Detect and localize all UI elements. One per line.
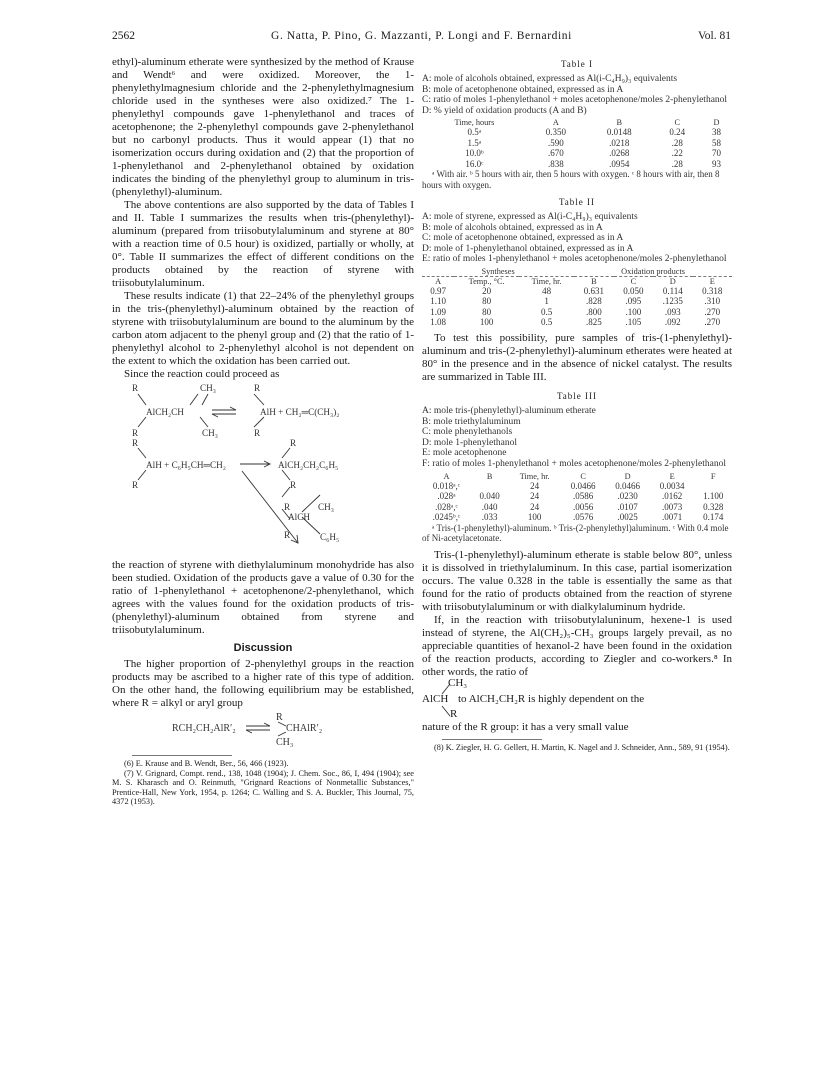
table-row: 10.0ᵇ .670 .0268 .22 70 [465,148,721,159]
scheme-product-2: AlCH₂CH₂C₆H₅ [278,460,339,470]
footnote-rule [132,755,232,756]
scheme-r: R [254,383,261,393]
paragraph: the reaction of styrene with diethylaluminum monohydride has also been studied. Oxidation of the products gave a value of 0.30 for the ratio of 1-phenylethanol + acetophenone/2-phenylethanol, which agrees with the values found for the oxidation products of tris-(phenylethyl)-aluminum obtained from styrene and triisobutylaluminum. [112,559,414,636]
table-title: Table III [556,390,598,401]
paragraph: ethyl)-aluminum etherate were synthesized by the method of Krause and Wendt⁶ and were oxidized. Moreover, the 1-phenylethylmagnesium chloride and the 2-phenylethylmagnesium chloride used in the syntheses were also oxidized.⁷ The 1-phenylethyl compounds gave 1-phenylethanol and traces of acetophenone; the 2-phenylethyl compounds gave 2-phenylethanol but no carbonyl products. Thus it would appear (1) that no isomerization occurs during oxidation and (2) that the proportion of 1-phenylethanol and 2-phenylethanol obtained by oxidation indicates the binding of the phenylethyl group to aluminum in tris-(phenylethyl)-aluminum. [112,56,414,198]
scheme-ch3: CH₃ [200,383,216,393]
table-header-row: A B Time, hr. C D E F [443,471,716,481]
running-header [112,30,731,46]
paragraph: These results indicate (1) that 22–24% of the phenylethyl groups in the tris-(phenylethyl)-aluminum obtained by the reaction of styrene with triisobutylaluminum are bound to the aluminum by the carbon atom adjacent to the phenyl group and (2) that the ratio of 1-phenylethyl alcohol to 2-phenylethyl alcohol is not dependent on the extent to which the oxidation has been carried out. [112,290,414,367]
section-heading: Discussion [233,642,293,654]
scheme-r: R [132,383,139,393]
scheme-r: R [290,480,297,490]
inline-r: R [450,708,458,721]
table-notes: ᵃ With air. ᵇ 5 hours with air, then 5 hours with oxygen. ᶜ 8 hours with air, then 8 hours with oxygen. [422,169,720,190]
table-legend: A: mole of alcohols obtained, expressed as Al(i-C₄H₉)₃ equivalents B: mole of acetophenone obtained, expressed as in A C: ratio of moles 1-phenylethanol + moles acetophenone/moles 2-phenylethanol D: % yield of oxidation products (A and B) [422,74,728,116]
scheme-r: R [290,438,297,448]
scheme-ch3: CH₃ [318,502,334,512]
table-3 [422,390,732,543]
inline-text: to AlCH₂CH₂R is highly dependent on the [458,693,645,706]
paragraph: Tris-(1-phenylethyl)-aluminum etherate is stable below 80°, unless it is dissolved in triethylaluminum. In this case, partial isomerization occurs. The value 0.328 in the table is essentially the same as that found for the ratio of products obtained from the reaction of styrene with triisobutylaluminum or with dialkylaluminum hydride. [422,549,732,614]
table-row: 0.97 20 48 0.631 0.050 0.114 0.318 [430,285,723,296]
table-group-row: Syntheses Oxidation products [422,267,732,277]
scheme-r: R [284,530,291,540]
table-1 [422,58,732,190]
paragraph: To test this possibility, pure samples of tris-(1-phenylethyl)-aluminum and tris-(2-phenylethyl)-aluminum etherates were heated at 80° in the presence and in the absence of nickel catalyst. The results are summarized in Table III. [422,331,732,383]
volume-label: Vol. 81 [697,30,731,42]
scheme-c6h5: C₆H₅ [320,532,340,542]
page-number: 2562 [112,30,135,42]
paragraph: The higher proportion of 2-phenylethyl groups in the reaction products may be ascribed to a higher rate of this type of addition. On the other hand, the following equilibrium may be established, where R = alkyl or aryl group [112,658,414,709]
table-legend: A: mole tris-(phenylethyl)-aluminum etherate B: mole triethylaluminum C: mole phenylethanols D: mole 1-phenylethanol E: mole acetophenone F: ratio of moles 1-phenylethanol + moles acetophenone/moles 2-phenylethanol [422,405,727,469]
scheme-r: R [132,480,139,490]
table-row: 0.018ᵃ,ᶜ 24 0.0466 0.0466 0.0034 [432,480,685,491]
data-table [422,118,732,169]
footnote-rule [442,739,542,740]
inline-ch3: CH₃ [448,677,468,690]
table-row: 0.5ᵃ 0.350 0.0148 0.24 38 [467,127,721,138]
table-row: 1.10 80 1 .828 .095 .1235 .310 [430,296,721,307]
footnote: (8) K. Ziegler, H. G. Gellert, H. Martin, K. Nagel and J. Schneider, Ann., 589, 91 (1954). [434,743,730,753]
paragraph: The above contentions are also supported by the data of Tables I and II. Table I summarizes the results when tris-(phenylethyl)-aluminum (prepared from triisobutylaluminum and styrene at 80° with a reaction time of 0.5 hour) is oxidized, partially or wholly, at 0°. Table II summarizes the effect of different conditions on the products obtained by the reaction of styrene with triisobutylaluminum. [112,199,414,289]
table-title: Table I [560,59,594,69]
paragraph: nature of the R group: it has a very small value [422,721,629,734]
table-row: .028ᵃ 0.040 24 .0586 .0230 .0162 1.100 [437,491,724,501]
table-row: .0245ᵇ,ᶜ .033 100 .0576 .0025 .0071 0.174 [432,512,724,522]
scheme-alh-isobutylene: AlH + CH₂═C(CH₃)₂ [260,407,340,417]
left-column [112,56,414,807]
scheme-product-1: AlCH [288,512,310,522]
scheme-r: R [132,428,139,438]
paragraph: Since the reaction could proceed as [124,368,280,380]
table-row: 1.5ᵃ .590 .0218 .28 58 [467,137,721,148]
table-header-row: A Temp., °C. Time, hr. B C D E [435,276,715,286]
scheme-ch3: CH₃ [202,428,218,438]
table-row: 1.08 100 0.5 .825 .105 .092 .270 [430,317,721,328]
data-table [422,472,732,523]
footnote: (6) E. Krause and B. Wendt, Ber., 56, 466 (1923). [124,759,289,768]
table-row: 16.0ᶜ .838 .0954 .28 93 [465,158,721,169]
eq-r: R [276,712,283,723]
data-table [422,267,732,328]
scheme-alh-styrene: AlH + C₆H₅CH═CH₂ [146,460,227,470]
table-title: Table II [558,196,596,207]
table-header-row: Time, hours A B C D [454,118,720,128]
table-2 [422,196,732,328]
scheme-r: R [132,438,139,448]
eq-rhs: CHAlR′₂ [286,723,323,734]
scheme-r: R [284,502,291,512]
table-legend: A: mole of styrene, expressed as Al(i-C₄H₉)₃ equivalents B: mole of alcohols obtained, expressed as in A C: mole of acetophenone obtained, expressed as in A D: mole of 1-phenylethanol obtained, expressed as in A E: ratio of moles 1-phenylethanol + moles acetophenone/moles 2-phenylethanol [422,211,727,265]
paragraph: If, in the reaction with triisobutylaluninum, hexene-1 is used instead of styrene, the Al(CH₂)₅-CH₃ groups largely prevail, as no appreciable quantities of hexanol-2 have been found in the oxidation of the reaction products, according to Ziegler and co-workers.⁸ In other words, the ratio of [422,614,732,679]
inline-alch: AlCH [422,693,449,706]
table-notes: ᵃ Tris-(1-phenylethyl)-aluminum. ᵇ Tris-(2-phenylethyl)aluminum. ᶜ With 0.4 mole of Ni-acetylacetonate. [422,522,729,543]
inline-formula [422,679,732,721]
scheme-r: R [254,428,261,438]
scheme-alch2ch: AlCH₂CH [146,407,184,417]
eq-ch3: CH₃ [276,737,294,748]
running-authors: G. Natta, P. Pino, G. Mazzanti, P. Longi and F. Bernardini [271,30,572,42]
table-row: 1.09 80 0.5 .800 .100 .093 .270 [430,306,721,317]
table-row: .028ᵃ,ᶜ .040 24 .0056 .0107 .0073 0.328 [435,501,724,512]
equilibrium-arrows [112,710,414,750]
equilibrium-equation [112,710,414,750]
right-column [422,56,732,753]
reaction-scheme [112,381,414,559]
footnote: (7) V. Grignard, Compt. rend., 138, 1048 (1904); J. Chem. Soc., 86, I, 494 (1904); see M. S. Kharasch and O. Reinmuth, "Grignard Reactions of Nonmetallic Substances," Prentice-Hall, New York, 1954, p. 1264; C. Walling and S. A. Buckler, This Journal, 75, 4372 (1953). [112,768,414,807]
eq-lhs: RCH₂CH₂AlR′₂ [172,723,236,734]
